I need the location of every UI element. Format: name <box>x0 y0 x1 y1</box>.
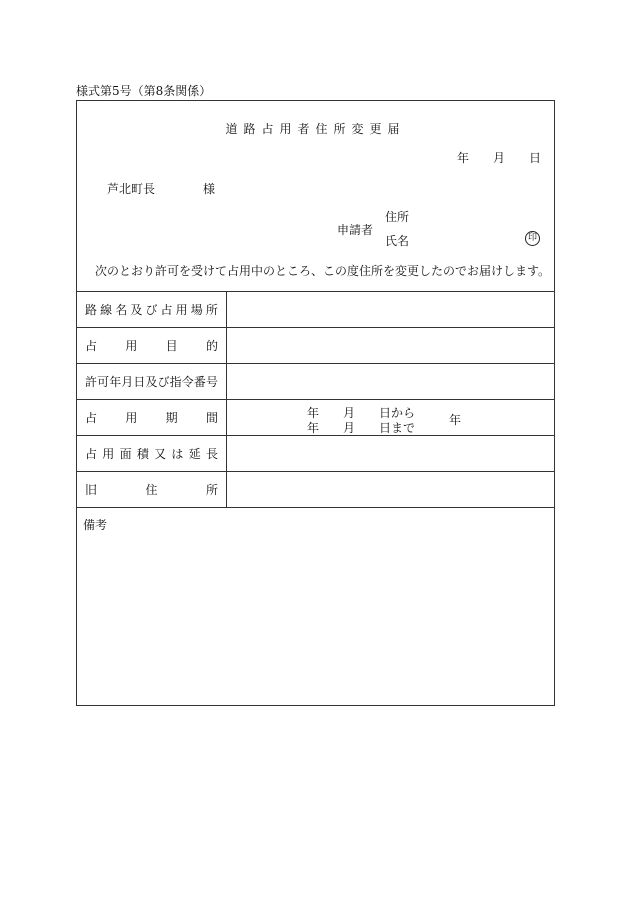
form-number: 様式第5号（第8条関係） <box>76 84 212 98</box>
row-value[interactable] <box>228 472 554 507</box>
remarks-section[interactable] <box>77 507 554 707</box>
period-from-year: 年 <box>307 406 320 420</box>
date-year: 年 <box>457 151 470 165</box>
form-frame <box>76 100 555 706</box>
row-old-address <box>77 471 554 507</box>
date-month: 月 <box>493 151 506 165</box>
period-to-day: 日まで <box>379 421 416 435</box>
row-value[interactable] <box>228 364 554 399</box>
row-value[interactable] <box>228 328 554 363</box>
row-value[interactable] <box>228 436 554 471</box>
period-from-month: 月 <box>343 406 356 420</box>
period-duration: 年 <box>449 413 462 427</box>
row-permit-date-number <box>77 363 554 399</box>
addressee: 芦北町長 <box>107 182 156 196</box>
details-table <box>77 291 554 707</box>
form-header <box>77 101 554 291</box>
period-to-month: 月 <box>343 421 356 435</box>
name-label: 氏名 <box>385 234 410 248</box>
row-label: 占 用 期 間 <box>77 400 227 435</box>
row-value[interactable] <box>228 400 554 435</box>
row-label: 路 線 名 及 び 占 用 場 所 <box>77 292 227 327</box>
row-label: 旧 住 所 <box>77 472 227 507</box>
row-value[interactable] <box>228 292 554 327</box>
remarks-label: 備考 <box>83 518 108 532</box>
applicant-label: 申請者 <box>337 223 374 237</box>
address-label: 住所 <box>385 210 410 224</box>
row-purpose <box>77 327 554 363</box>
row-label: 占 用 目 的 <box>77 328 227 363</box>
date-day: 日 <box>529 151 542 165</box>
seal-icon: 印 <box>525 231 540 246</box>
period-to-year: 年 <box>307 421 320 435</box>
row-label: 占 用 面 積 又 は 延 長 <box>77 436 227 471</box>
row-period <box>77 399 554 435</box>
honorific: 様 <box>203 182 216 196</box>
statement: 次のとおり許可を受けて占用中のところ、この度住所を変更したのでお届けします。 <box>95 264 551 278</box>
row-route-location <box>77 291 554 327</box>
row-area-length <box>77 435 554 471</box>
period-from-day: 日から <box>379 406 416 420</box>
form-title: 道路占用者住所変更届 <box>225 122 406 136</box>
row-label: 許 可 年 月 日 及 び 指 令 番 号 <box>77 364 227 399</box>
